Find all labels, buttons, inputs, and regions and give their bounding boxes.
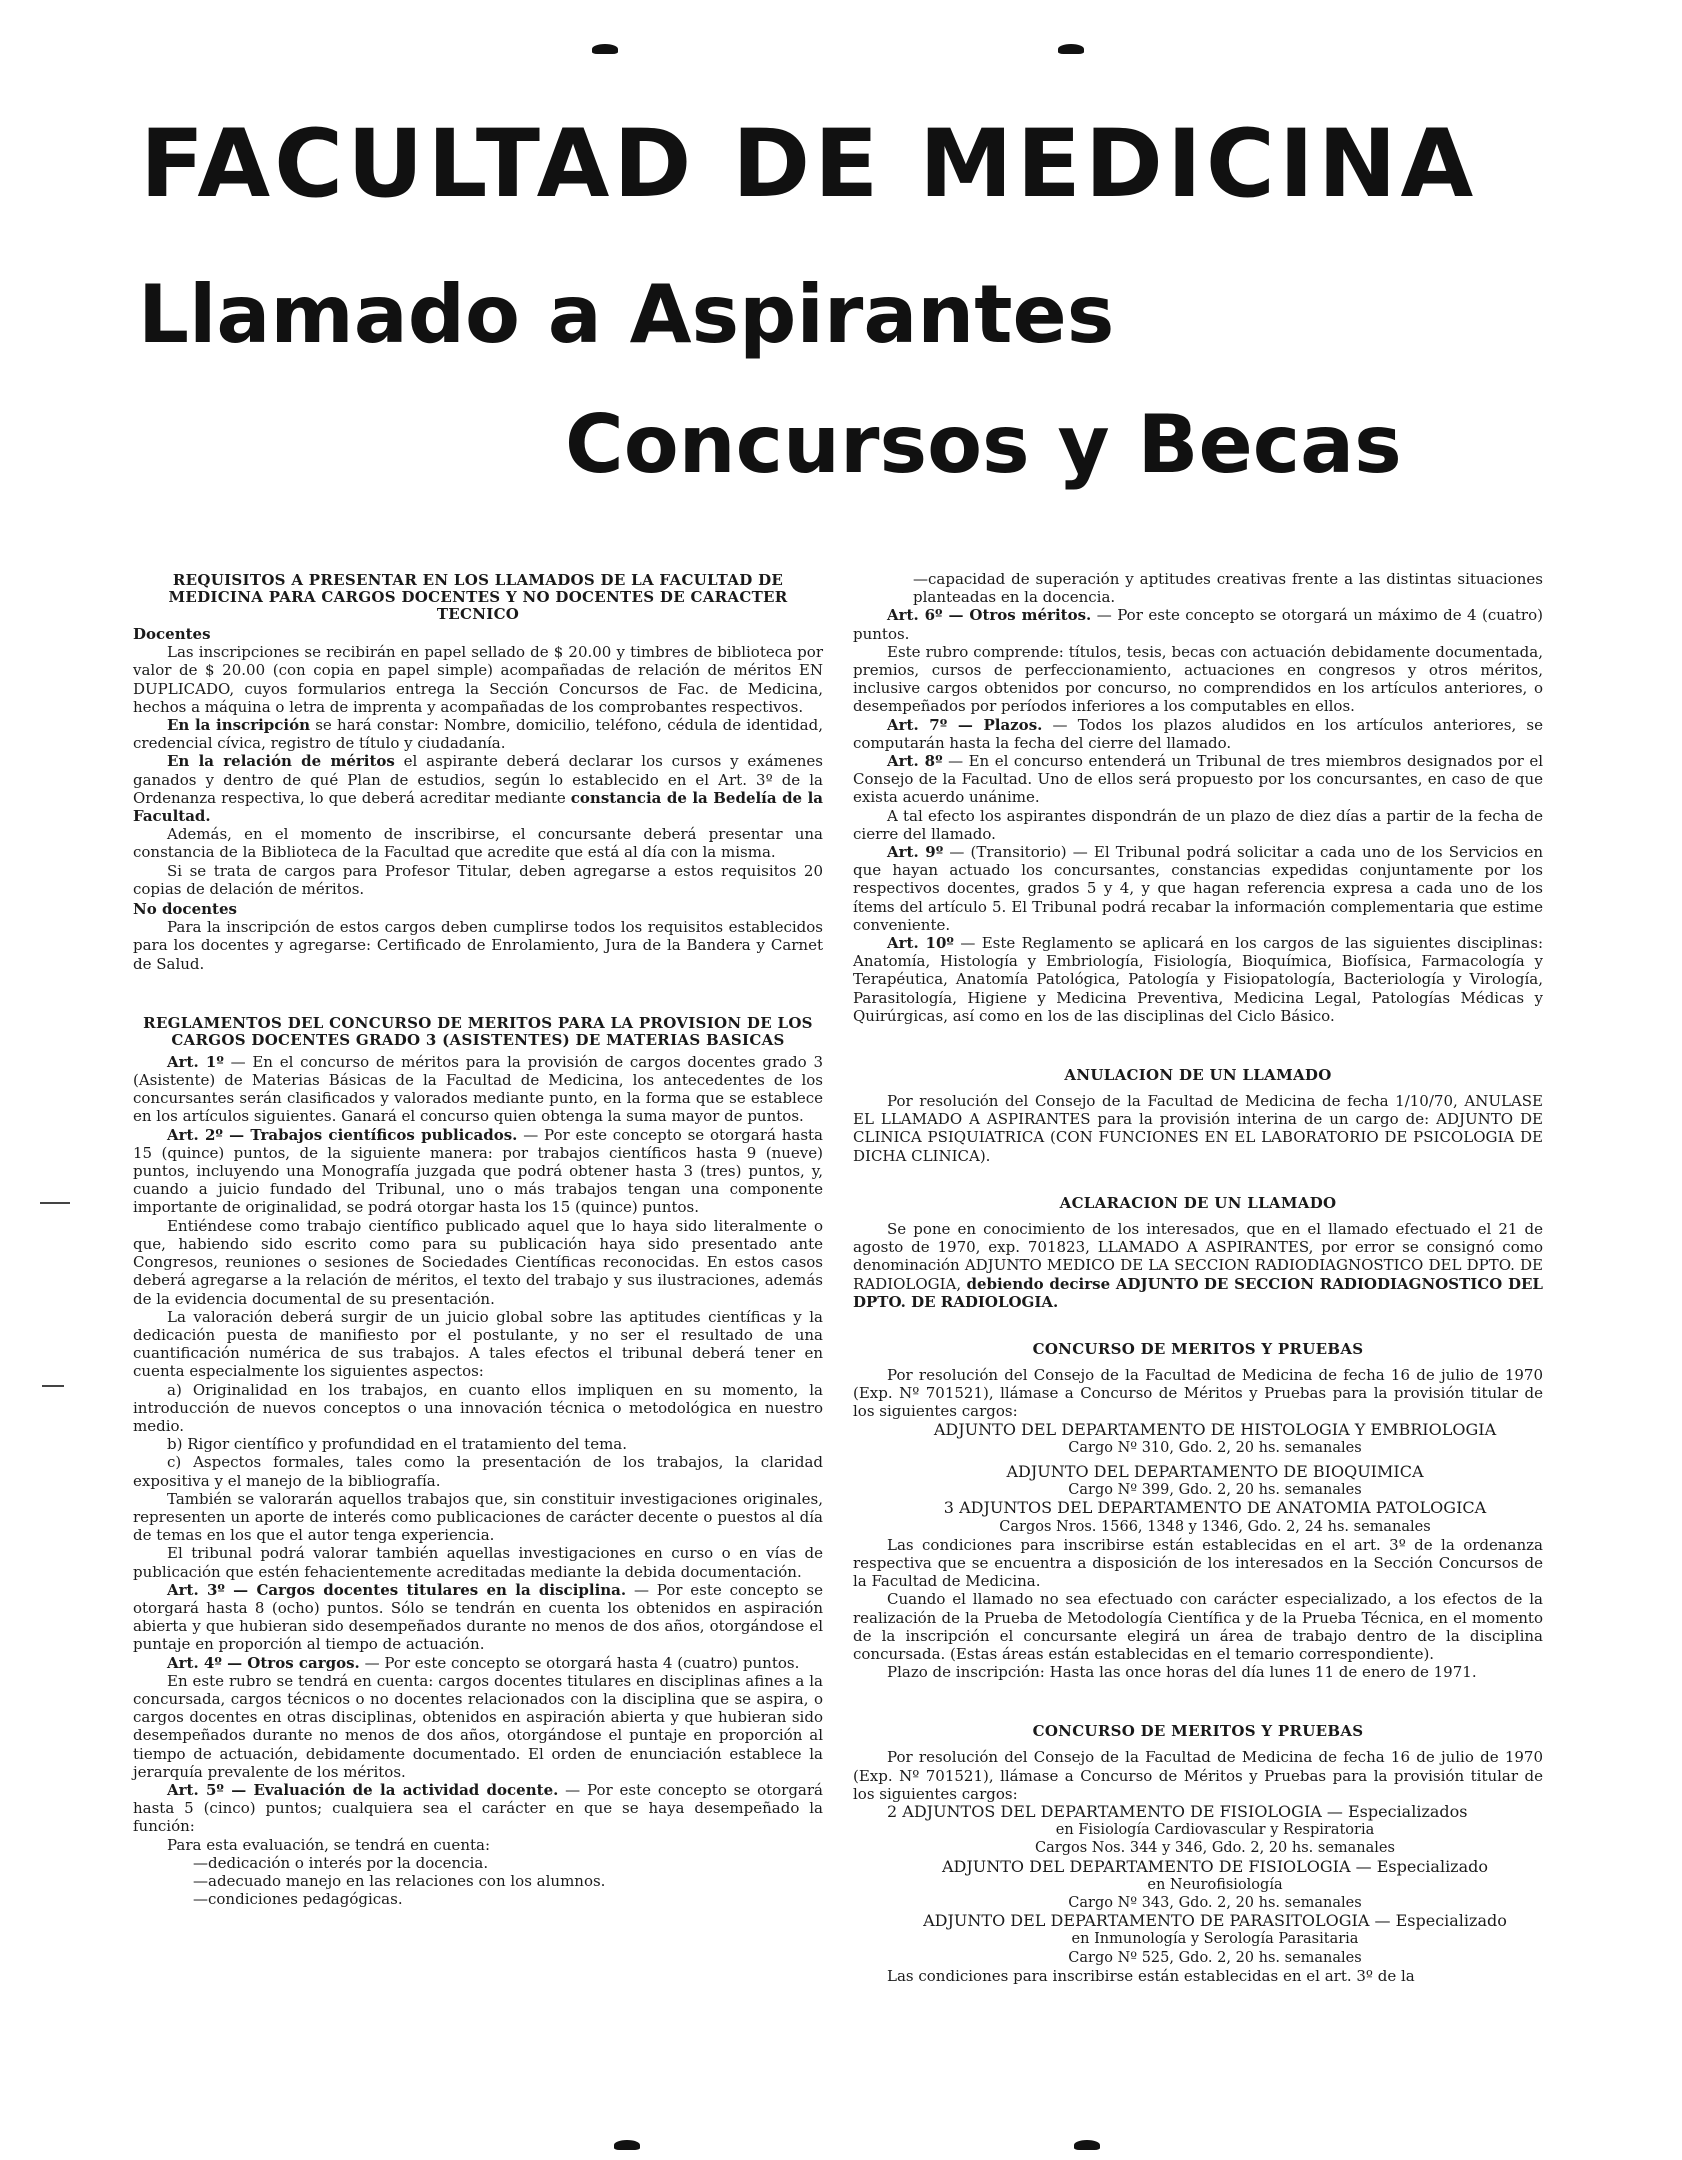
paragraph: Plazo de inscripción: Hasta las once horas del día lunes 11 de enero de 1971. bbox=[887, 1663, 1477, 1682]
article-5: Art. 5º — Evaluación de la actividad docente. — Por este concepto se otorgará hasta 5 (cinco) puntos; cualquiera sea el carácter en que se haya desempeñado la función: bbox=[133, 1780, 823, 1836]
masthead-subtitle: Llamado a Aspirantes bbox=[138, 268, 1115, 361]
position-title: ADJUNTO DEL DEPARTAMENTO DE PARASITOLOGIA — Especializado bbox=[923, 1911, 1507, 1931]
clarification-heading: ACLARACION DE UN LLAMADO bbox=[1059, 1193, 1337, 1212]
paragraph: Las condiciones para inscribirse están establecidas en el art. 3º de la bbox=[887, 1966, 1415, 1985]
article-8: Art. 8º — En el concurso entenderá un Tribunal de tres miembros designados por el Consejo de la Facultad. Uno de ellos será propuesto por los concursantes, en caso de que exista acuerdo unánime. bbox=[853, 752, 1543, 807]
masthead-title: FACULTAD DE MEDICINA bbox=[140, 110, 1478, 219]
paragraph: Para la inscripción de estos cargos deben cumplirse todos los requisitos establecidos para los docentes y agregarse: Certificado de Enrolamiento, Jura de la Bandera y Carnet de Salud. bbox=[133, 918, 823, 973]
contest-heading: CONCURSO DE MERITOS Y PRUEBAS bbox=[1032, 1722, 1364, 1741]
paragraph: Cuando el llamado no sea efectuado con carácter especializado, a los efectos de la realización de la Prueba de Metodología Científica y de la Prueba Técnica, en el momento de la inscripción el concursante elegirá un área de trabajo dentro de la disciplina concursada. (Estas áreas están establecidas en el temario correspondiente). bbox=[853, 1590, 1543, 1663]
list-item: —adecuado manejo en las relaciones con los alumnos. bbox=[193, 1872, 606, 1890]
position-detail: Cargo Nº 525, Gdo. 2, 20 hs. semanales bbox=[1068, 1949, 1362, 1966]
paragraph: A tal efecto los aspirantes dispondrán de un plazo de diez días a partir de la fecha de cierre del llamado. bbox=[853, 806, 1543, 843]
docentes-label: Docentes bbox=[133, 625, 211, 643]
list-item: b) Rigor científico y profundidad en el tratamiento del tema. bbox=[167, 1435, 628, 1454]
position-title: 3 ADJUNTOS DEL DEPARTAMENTO DE ANATOMIA PATOLOGICA bbox=[943, 1498, 1487, 1518]
article-9: Art. 9º — (Transitorio) — El Tribunal podrá solicitar a cada uno de los Servicios en que hayan actuado los concursantes, constancias expedidas conjuntamente por los respectivos docentes, grados 5 y 4, y que hagan referencia expresa a cada uno de los ítems del artículo 5. El Tribunal podrá recabar la información complementaria que estime conveniente. bbox=[853, 843, 1543, 934]
article-3: Art. 3º — Cargos docentes titulares en la disciplina. — Por este concepto se otorgará hasta 8 (ocho) puntos. Sólo se tendrán en cuenta los obtenidos en aspiración abierta y que hubieran sido desempeñados durante no menos de dos años, otorgándose el puntaje en proporción al tiempo de actuación. bbox=[133, 1580, 823, 1654]
right-column bbox=[853, 570, 1543, 1985]
requirements-heading: REQUISITOS A PRESENTAR EN LOS LLAMADOS DE LA FACULTAD DE MEDICINA PARA CARGOS DOCENTES Y NO DOCENTES DE CARACTER TECNICO bbox=[168, 571, 788, 623]
list-item: —condiciones pedagógicas. bbox=[193, 1890, 403, 1909]
paragraph: Además, en el momento de inscribirse, el concursante deberá presentar una constancia de la Biblioteca de la Facultad que acredite que está al día con la misma. bbox=[133, 825, 823, 862]
list-item: —dedicación o interés por la docencia. bbox=[193, 1853, 489, 1872]
position-detail: Cargo Nº 310, Gdo. 2, 20 hs. semanales bbox=[1068, 1439, 1362, 1456]
paragraph: Entiéndese como trabajo científico publicado aquel que lo haya sido literalmente o que, habiendo sido escrito como para su publicación haya sido presentado ante Congresos, reuniones o sesiones de Sociedades Científicas reconocidas. En estos casos deberá agregarse a la relación de méritos, el texto del trabajo y sus ilustraciones, además de la evidencia documental de su presentación. bbox=[133, 1216, 823, 1308]
position-detail: Cargo Nº 343, Gdo. 2, 20 hs. semanales bbox=[1068, 1894, 1362, 1911]
punch-mark-bottom-left bbox=[614, 2140, 640, 2150]
position-title: ADJUNTO DEL DEPARTAMENTO DE FISIOLOGIA — Especializado bbox=[941, 1856, 1489, 1876]
position-detail: Cargos Nros. 1566, 1348 y 1346, Gdo. 2, 24 hs. semanales bbox=[999, 1518, 1431, 1535]
punch-mark-bottom-right bbox=[1074, 2140, 1100, 2150]
paragraph: Las inscripciones se recibirán en papel sellado de $ 20.00 y timbres de biblioteca por valor de $ 20.00 (con copia en papel simple) acompañadas de relación de méritos EN DUPLICADO, cuyos formularios entrega la Sección Concursos de Fac. de Medicina, hechos a máquina o letra de imprenta y acompañadas de los comprobantes respectivos. bbox=[133, 643, 823, 716]
list-item: a) Originalidad en los trabajos, en cuanto ellos impliquen en su momento, la introducción de nuevos conceptos o una innovación técnica o metodológica en nuestro medio. bbox=[133, 1380, 823, 1435]
position-title: ADJUNTO DEL DEPARTAMENTO DE BIOQUIMICA bbox=[1006, 1461, 1424, 1481]
paragraph: Por resolución del Consejo de la Facultad de Medicina de fecha 16 de julio de 1970 (Exp. Nº 701521), llámase a Concurso de Méritos y Pruebas para la provisión titular de los siguientes cargos: bbox=[853, 1748, 1543, 1803]
list-item: c) Aspectos formales, tales como la presentación de los trabajos, la claridad expositiva y el manejo de la bibliografía. bbox=[133, 1453, 823, 1490]
paragraph: El tribunal podrá valorar también aquellas investigaciones en curso o en vías de publicación que estén fehacientemente acreditadas mediante la debida documentación. bbox=[133, 1544, 823, 1581]
article-10: Art. 10º — Este Reglamento se aplicará en los cargos de las siguientes disciplinas: Anatomía, Histología y Embriología, Fisiología, Bioquímica, Biofísica, Farmacología y Terapéutica, Anatomía Patológica, Patología y Fisiopatología, Bacteriología y Virología, Parasitología, Higiene y Medicina Preventiva, Medicina Legal, Patologías Médicas y Quirúrgicas, así como en los de las disciplinas del Ciclo Básico. bbox=[853, 934, 1543, 1025]
paragraph: En la inscripción se hará constar: Nombre, domicilio, teléfono, cédula de identidad, credencial cívica, registro de título y ciudadanía. bbox=[133, 716, 823, 753]
paragraph: La valoración deberá surgir de un juicio global sobre las aptitudes científicas y la dedicación puesta de manifiesto por el postulante, y no ser el resultado de una cuantificación numérica de sus trabajos. A tales efectos el tribunal deberá tener en cuenta especialmente los siguientes aspectos: bbox=[133, 1307, 823, 1381]
position-specialty: en Neurofisiología bbox=[1147, 1876, 1283, 1893]
paragraph: En este rubro se tendrá en cuenta: cargos docentes titulares en disciplinas afines a la concursada, cargos técnicos o no docentes relacionados con la disciplina que se aspira, o cargos docentes en otras disciplinas, obtenidos en aspiración abierta y que hubieran sido desempeñados durante no menos de dos años, otorgándose el puntaje en proporción al tiempo de actuación, debidamente documentado. El orden de enunciación establece la jerarquía prevalente de los méritos. bbox=[133, 1671, 823, 1781]
position-specialty: en Inmunología y Serología Parasitaria bbox=[1071, 1931, 1359, 1948]
position-title: 2 ADJUNTOS DEL DEPARTAMENTO DE FISIOLOGIA — Especializados bbox=[887, 1801, 1468, 1821]
paragraph: Las condiciones para inscribirse están establecidas en el art. 3º de la ordenanza respectiva que se encuentra a disposición de los interesados en la Sección Concursos de la Facultad de Medicina. bbox=[853, 1535, 1543, 1591]
position-specialty: en Fisiología Cardiovascular y Respiratoria bbox=[1055, 1822, 1375, 1839]
position-title: ADJUNTO DEL DEPARTAMENTO DE HISTOLOGIA Y EMBRIOLOGIA bbox=[933, 1419, 1497, 1439]
article-6: Art. 6º — Otros méritos. — Por este concepto se otorgará un máximo de 4 (cuatro) puntos. bbox=[853, 606, 1543, 643]
article-7: Art. 7º — Plazos. — Todos los plazos aludidos en los artículos anteriores, se computarán hasta la fecha del cierre del llamado. bbox=[853, 715, 1543, 752]
masthead-subtitle-2: Concursos y Becas bbox=[565, 398, 1402, 491]
position-detail: Cargo Nº 399, Gdo. 2, 20 hs. semanales bbox=[1068, 1482, 1362, 1499]
paragraph: Por resolución del Consejo de la Facultad de Medicina de fecha 16 de julio de 1970 (Exp. Nº 701521), llámase a Concurso de Méritos y Pruebas para la provisión titular de los siguientes cargos: bbox=[853, 1365, 1543, 1421]
paragraph: Por resolución del Consejo de la Facultad de Medicina de fecha 1/10/70, ANULASE EL LLAMADO A ASPIRANTES para la provisión interina de un cargo de: ADJUNTO DE CLINICA PSIQUIATRICA (CON FUNCIONES EN EL LABORATORIO DE PSICOLOGIA DE DICHA CLINICA). bbox=[853, 1092, 1543, 1165]
punch-mark-top-left bbox=[592, 44, 618, 54]
article-1: Art. 1º — En el concurso de méritos para la provisión de cargos docentes grado 3 (Asistente) de Materias Básicas de la Facultad de Medicina, los antecedentes de los concursantes serán clasificados y valorados mediante punto, en la forma que se establece en los artículos siguientes. Ganará el concurso quien obtenga la suma mayor de puntos. bbox=[133, 1052, 823, 1126]
criteria-list bbox=[133, 1854, 823, 1909]
punch-mark-top-right bbox=[1058, 44, 1084, 54]
paragraph: Se pone en conocimiento de los interesados, que en el llamado efectuado el 21 de agosto de 1970, exp. 701823, LLAMADO A ASPIRANTES, por error se consignó como denominación ADJUNTO MEDICO DE LA SECCION RADIODIAGNOSTICO DEL DPTO. DE RADIOLOGIA, debiendo decirse ADJUNTO DE SECCION RADIODIAGNOSTICO DEL DPTO. DE RADIOLOGIA. bbox=[853, 1219, 1543, 1311]
paragraph: En la relación de méritos el aspirante deberá declarar los cursos y exámenes ganados y dentro de qué Plan de estudios, según lo establecido en el Art. 3º de la Ordenanza respectiva, lo que deberá acreditar mediante constancia de la Bedelía de la Facultad. bbox=[133, 752, 823, 826]
no-docentes-label: No docentes bbox=[133, 900, 237, 919]
annulment-heading: ANULACION DE UN LLAMADO bbox=[1064, 1066, 1332, 1085]
paragraph: Este rubro comprende: títulos, tesis, becas con actuación debidamente documentada, premios, cursos de perfeccionamiento, actuaciones en congresos y otros méritos, inclusive cargos obtenidos por concurso, no comprendidos en los artículos anteriores, o desempeñados por períodos inferiores a los computables en ellos. bbox=[853, 642, 1543, 716]
position-detail: Cargos Nos. 344 y 346, Gdo. 2, 20 hs. semanales bbox=[1035, 1840, 1395, 1857]
regulations-heading: REGLAMENTOS DEL CONCURSO DE MERITOS PARA LA PROVISION DE LOS CARGOS DOCENTES GRADO 3 (ASISTENTES) DE MATERIAS BASICAS bbox=[143, 1013, 813, 1049]
paragraph: Para esta evaluación, se tendrá en cuenta: bbox=[167, 1835, 490, 1854]
left-column bbox=[133, 572, 823, 1908]
scan-artifact bbox=[42, 1385, 64, 1387]
paragraph: Si se trata de cargos para Profesor Titular, deben agregarse a estos requisitos 20 copias de delación de méritos. bbox=[133, 861, 823, 898]
list-item: —capacidad de superación y aptitudes creativas frente a las distintas situaciones planteadas en la docencia. bbox=[913, 570, 1543, 607]
article-4: Art. 4º — Otros cargos. — Por este concepto se otorgará hasta 4 (cuatro) puntos. bbox=[167, 1653, 800, 1672]
paragraph: También se valorarán aquellos trabajos que, sin constituir investigaciones originales, representen un aporte de interés como publicaciones de carácter decente o puestos al día de temas en los que el autor tenga experiencia. bbox=[133, 1489, 823, 1545]
scan-artifact bbox=[40, 1202, 70, 1204]
contest-heading: CONCURSO DE MERITOS Y PRUEBAS bbox=[1032, 1339, 1364, 1358]
article-2: Art. 2º — Trabajos científicos publicados. — Por este concepto se otorgará hasta 15 (quince) puntos, de la siguiente manera: por trabajos científicos hasta 9 (nueve) puntos, incluyendo una Monografía juzgada que podrá obtener hasta 3 (tres) puntos, y, cuando a juicio fundado del Tribunal, uno o más trabajos tengan una componente importante de originalidad, se podrá otorgar hasta los 15 (quince) puntos. bbox=[133, 1125, 823, 1217]
